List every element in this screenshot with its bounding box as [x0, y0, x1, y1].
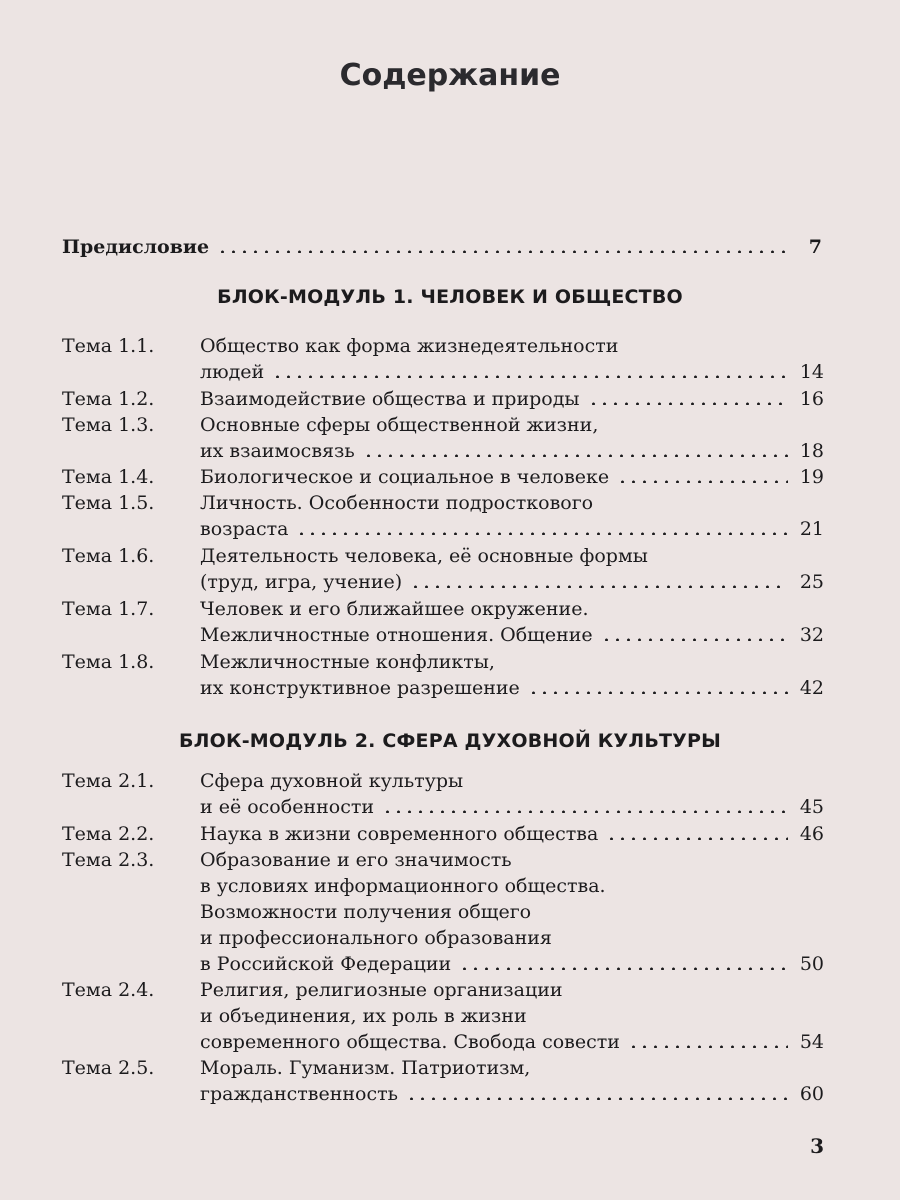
toc-entry [62, 649, 824, 701]
block-2-topics [62, 768, 824, 1107]
topic-title-line: людей [200, 361, 265, 383]
block-1-topics [62, 333, 824, 701]
topic-number: Тема 1.3. [62, 414, 155, 436]
toc-entry [62, 977, 824, 1055]
topic-title-line: Мораль. Гуманизм. Патриотизм, [200, 1057, 531, 1079]
preface-page-number: 7 [808, 236, 822, 258]
toc-entry [62, 543, 824, 596]
topic-number: Тема 1.5. [62, 492, 155, 514]
topic-title-line: Религия, религиозные организации [200, 979, 563, 1001]
topic-page-number: 54 [799, 1031, 824, 1053]
topic-title-line: (труд, игра, учение) [200, 571, 403, 593]
leader-dots [628, 1029, 788, 1048]
topic-title-line: Образование и его значимость [200, 849, 512, 871]
topic-page-number: 18 [799, 440, 824, 462]
topic-title-line: в Российской Федерации [200, 953, 452, 975]
topic-title-line: Межличностные конфликты, [200, 651, 495, 673]
leader-dots [588, 386, 788, 405]
topic-page-number: 21 [799, 518, 824, 540]
topic-page-number: 50 [799, 953, 824, 975]
toc-entry [62, 333, 824, 386]
block-2-title: БЛОК-МОДУЛЬ 2. СФЕРА ДУХОВНОЙ КУЛЬТУРЫ [178, 730, 722, 752]
topic-number: Тема 1.7. [62, 598, 155, 620]
topic-page-number: 45 [799, 796, 824, 818]
topic-title-line: и её особенности [200, 796, 375, 818]
leader-dots [406, 1081, 788, 1100]
preface-entry [62, 234, 822, 258]
preface-label: Предисловие [62, 236, 210, 258]
toc-entry [62, 768, 824, 821]
topic-number: Тема 2.5. [62, 1057, 155, 1079]
toc-entry [62, 386, 824, 412]
topic-page-number: 14 [799, 361, 824, 383]
topic-number: Тема 2.1. [62, 770, 155, 792]
topic-title-line: современного общества. Свобода совести [200, 1031, 620, 1053]
topic-title-line: в условиях информационного общества. [200, 875, 606, 897]
topic-page-number: 32 [799, 624, 824, 646]
leader-dots [617, 464, 788, 483]
topic-page-number: 46 [799, 823, 824, 845]
leader-dots [410, 569, 788, 588]
topic-number: Тема 1.2. [62, 388, 155, 410]
topic-title-line: их взаимосвязь [200, 440, 355, 462]
topic-title-line: Общество как форма жизнедеятельности [200, 335, 619, 357]
topic-title-line: Человек и его ближайшее окружение. [200, 598, 589, 620]
topic-title-line: Основные сферы общественной жизни, [200, 414, 599, 436]
topic-title-line: возраста [200, 518, 289, 540]
leader-dots [601, 622, 788, 641]
topic-page-number: 19 [799, 466, 824, 488]
leader-dots [459, 951, 788, 970]
topic-title-line: Наука в жизни современного общества [200, 823, 599, 845]
leader-dots [217, 234, 786, 253]
topic-title-line: Деятельность человека, её основные формы [200, 545, 648, 567]
topic-number: Тема 1.8. [62, 651, 155, 673]
topic-number: Тема 2.2. [62, 823, 155, 845]
toc-entry [62, 412, 824, 464]
leader-dots [382, 794, 788, 813]
topic-title-line: Межличностные отношения. Общение [200, 624, 593, 646]
topic-title-line: Сфера духовной культуры [200, 770, 464, 792]
topic-page-number: 25 [799, 571, 824, 593]
topic-title-line: и профессионального образования [200, 927, 552, 949]
leader-dots [296, 516, 788, 535]
topic-title-line: и объединения, их роль в жизни [200, 1005, 527, 1027]
toc-entry [62, 1055, 824, 1107]
topic-number: Тема 1.1. [62, 335, 155, 357]
leader-dots [363, 438, 788, 457]
topic-number: Тема 1.4. [62, 466, 155, 488]
topic-number: Тема 1.6. [62, 545, 155, 567]
topic-number: Тема 2.4. [62, 979, 155, 1001]
topic-title-line: их конструктивное разрешение [200, 677, 520, 699]
leader-dots [272, 359, 788, 378]
topic-title-line: Возможности получения общего [200, 901, 532, 923]
page-number: 3 [810, 1134, 824, 1158]
topic-page-number: 42 [799, 677, 824, 699]
block-1-title: БЛОК-МОДУЛЬ 1. ЧЕЛОВЕК И ОБЩЕСТВО [217, 286, 683, 308]
leader-dots [606, 821, 788, 840]
toc-entry [62, 464, 824, 490]
topic-page-number: 60 [799, 1083, 824, 1105]
page-title: Содержание [339, 58, 561, 93]
topic-title-line: Взаимодействие общества и природы [200, 388, 580, 410]
toc-entry [62, 490, 824, 543]
toc-entry [62, 847, 824, 977]
topic-page-number: 16 [799, 388, 824, 410]
topic-title-line: Биологическое и социальное в человеке [200, 466, 610, 488]
toc-entry [62, 821, 824, 847]
topic-title-line: гражданственность [200, 1083, 398, 1105]
topic-title-line: Личность. Особенности подросткового [200, 492, 594, 514]
leader-dots [528, 675, 788, 694]
topic-number: Тема 2.3. [62, 849, 155, 871]
toc-entry [62, 596, 824, 649]
